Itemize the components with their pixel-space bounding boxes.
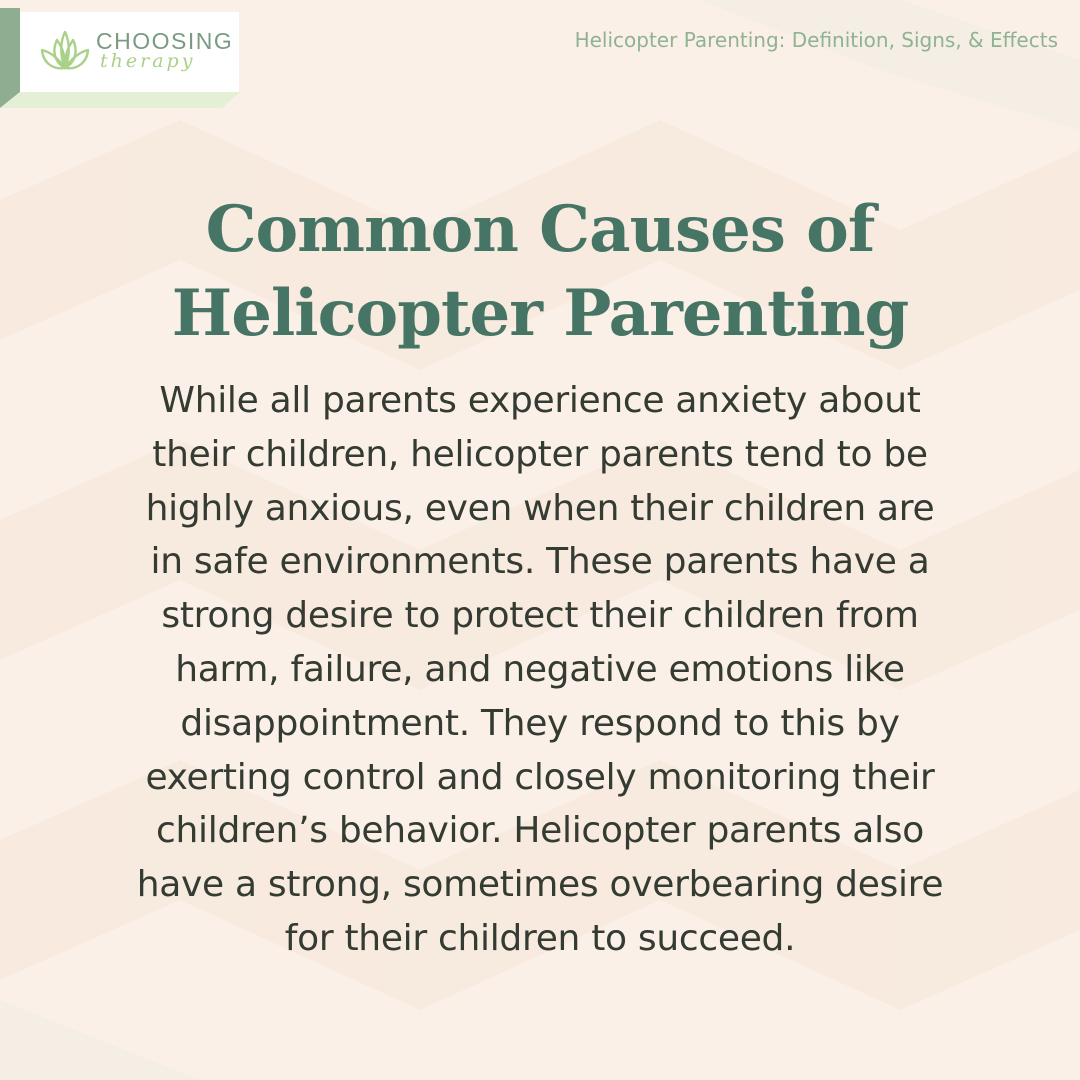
page-title-line-1: Common Causes of bbox=[205, 192, 875, 267]
logo-text-therapy: therapy bbox=[100, 50, 196, 72]
logo-text-choosing: CHOOSING bbox=[96, 28, 234, 54]
brand-logo[interactable] bbox=[0, 0, 240, 108]
article-title: Helicopter Parenting: Definition, Signs, & Effects bbox=[574, 28, 1058, 52]
page-title bbox=[0, 188, 1080, 356]
lotus-flower-icon bbox=[40, 28, 90, 74]
page-title-line-2: Helicopter Parenting bbox=[171, 276, 909, 351]
body-paragraph: While all parents experience anxiety about their children, helicopter parents tend to be highly anxious, even when their children are in safe environments. These parents have a strong desire to protect their children from harm, failure, and negative emotions like disappointment. They respond to this by exerting control and closely monitoring their children’s behavior. Helicopter parents also have a strong, sometimes overbearing desire for their children to succeed. bbox=[136, 380, 944, 959]
